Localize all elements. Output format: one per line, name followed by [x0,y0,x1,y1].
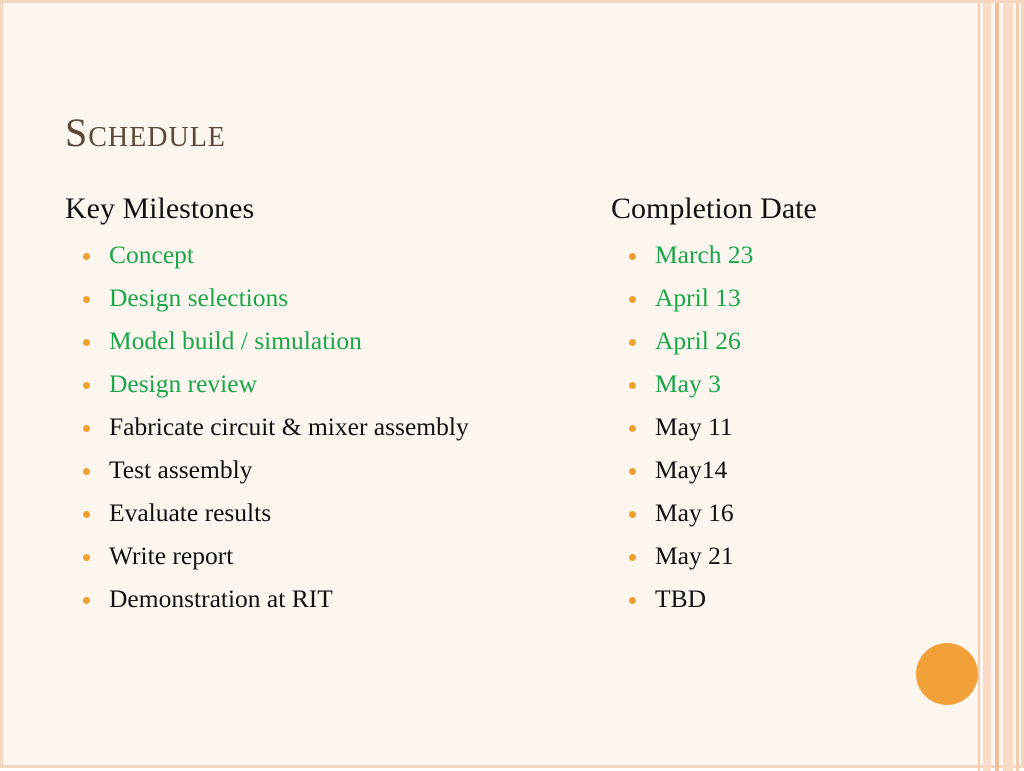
date-item [655,581,911,617]
date-item [655,495,911,531]
milestones-list [65,237,535,617]
date-item-text: May 3 [655,369,721,398]
bullet-icon [83,296,90,303]
date-item-text: May 11 [655,412,733,441]
bullet-icon [83,425,90,432]
bullet-icon [629,468,636,475]
date-item [655,366,911,402]
date-item-text: April 13 [655,283,741,312]
bullet-icon [629,511,636,518]
bullet-icon [629,253,636,260]
milestone-item-text: Demonstration at RIT [109,584,333,613]
bullet-icon [83,597,90,604]
milestones-column [65,189,535,624]
milestone-item-text: Evaluate results [109,498,272,527]
bullet-icon [83,468,90,475]
milestone-item [109,280,535,316]
stripe [1003,3,1013,771]
stripe [978,3,980,771]
milestone-item [109,323,535,359]
milestone-item-text: Concept [109,240,194,269]
date-item [655,538,911,574]
date-item-text: April 26 [655,326,741,355]
dates-heading: Completion Date [611,192,817,225]
date-item-text: May14 [655,455,728,484]
date-item-text: May 16 [655,498,734,527]
bullet-icon [629,597,636,604]
bullet-icon [83,253,90,260]
date-item [655,280,911,316]
date-item [655,237,911,273]
date-item [655,323,911,359]
milestone-item-text: Model build / simulation [109,326,362,355]
milestone-item-text: Fabricate circuit & mixer assembly [109,412,469,441]
milestone-item-text: Write report [109,541,234,570]
bullet-icon [629,339,636,346]
milestone-item [109,538,535,574]
milestone-item-text: Design review [109,369,257,398]
bullet-icon [83,511,90,518]
dates-list [611,237,911,617]
date-item-text: May 21 [655,541,734,570]
bullet-icon [83,339,90,346]
milestones-heading: Key Milestones [65,192,255,225]
milestone-item [109,495,535,531]
date-item-text: March 23 [655,240,754,269]
bullet-icon [83,382,90,389]
bullet-icon [629,425,636,432]
decorative-circle [916,643,978,705]
stripe [983,3,991,771]
date-item-text: TBD [655,584,706,613]
milestone-item [109,409,535,445]
stripe [995,3,999,771]
dates-column [611,189,911,624]
milestone-item [109,452,535,488]
slide-title: Schedule [65,110,226,155]
milestone-item [109,237,535,273]
date-item [655,452,911,488]
date-item [655,409,911,445]
stripe [1016,3,1019,771]
milestone-item [109,581,535,617]
bullet-icon [83,554,90,561]
decorative-stripes [975,3,1021,771]
bullet-icon [629,296,636,303]
milestone-item-text: Test assembly [109,455,253,484]
bullet-icon [629,554,636,561]
milestone-item-text: Design selections [109,283,289,312]
bullet-icon [629,382,636,389]
milestone-item [109,366,535,402]
